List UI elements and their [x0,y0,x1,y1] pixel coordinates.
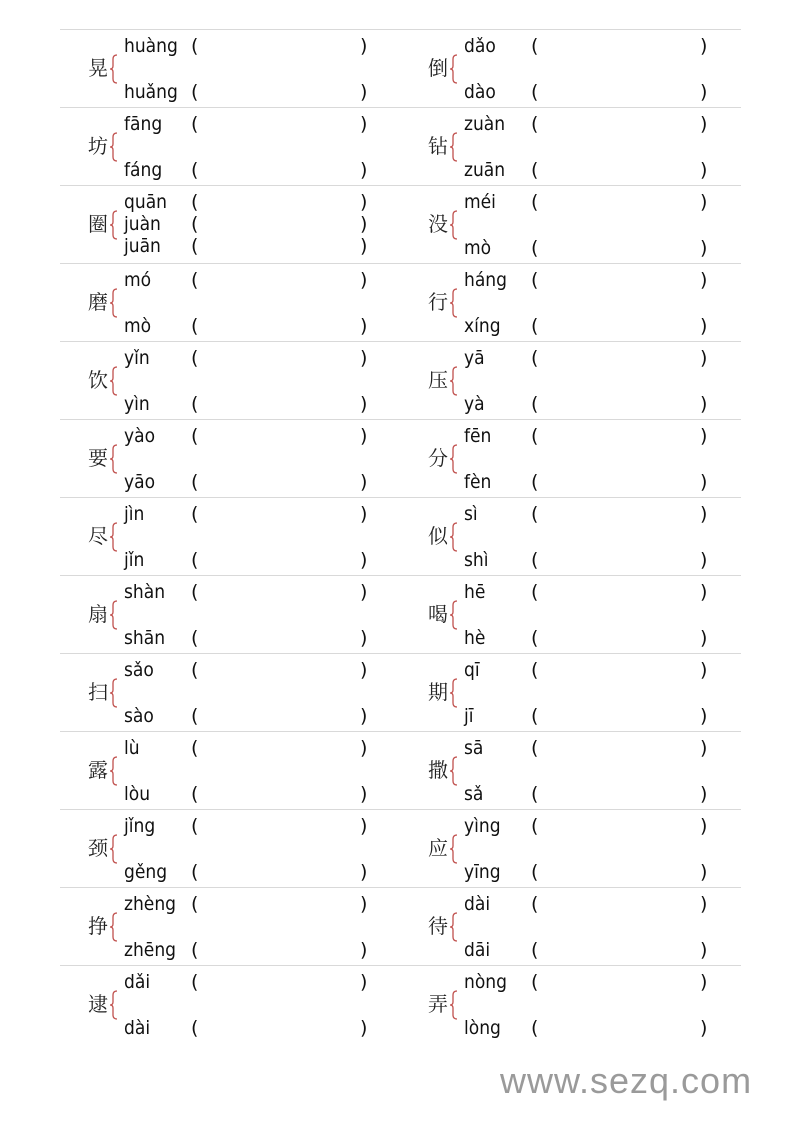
pinyin-reading: fáng [124,159,163,181]
answer-blank-close-paren[interactable]: ) [700,159,708,181]
left-brace-icon [449,756,458,786]
answer-blank-open-paren[interactable]: ( [531,939,539,961]
worksheet-row [60,107,741,185]
left-brace-icon [449,210,458,240]
pinyin-reading: quān [124,191,168,213]
entry-cell [400,966,740,1044]
pinyin-reading: yìn [124,393,150,415]
pinyin-reading: lòng [464,1017,501,1039]
answer-blank-open-paren[interactable]: ( [191,35,199,57]
answer-blank-open-paren[interactable]: ( [531,269,539,291]
answer-blank-close-paren[interactable]: ) [700,315,708,337]
answer-blank-close-paren[interactable]: ) [700,503,708,525]
answer-blank-open-paren[interactable]: ( [531,659,539,681]
pinyin-reading: fāng [124,113,163,135]
hanzi-character: 待 [428,914,448,938]
entry-cell [60,576,400,654]
pinyin-reading: juān [124,235,161,257]
answer-blank-open-paren[interactable]: ( [191,893,199,915]
pinyin-reading: juàn [124,213,161,235]
pinyin-reading: huàng [124,35,178,57]
answer-blank-close-paren[interactable]: ) [700,81,708,103]
worksheet-row [60,965,741,1043]
pinyin-reading: zuàn [464,113,506,135]
pinyin-reading: jī [464,705,474,727]
answer-blank-open-paren[interactable]: ( [191,659,199,681]
pinyin-reading: sǎ [464,783,484,805]
left-brace-icon [449,366,458,396]
left-brace-icon [449,54,458,84]
entry-cell [60,342,400,420]
left-brace-icon [109,756,118,786]
answer-blank-open-paren[interactable]: ( [191,347,199,369]
answer-blank-close-paren[interactable]: ) [360,191,368,213]
entry-cell [400,342,740,420]
pinyin-reading: zuān [464,159,506,181]
left-brace-icon [449,288,458,318]
pinyin-reading: shì [464,549,489,571]
answer-blank-open-paren[interactable]: ( [191,627,199,649]
pinyin-reading: dāi [464,939,491,961]
pinyin-reading: háng [464,269,508,291]
pinyin-reading: sì [464,503,478,525]
pinyin-reading: sā [464,737,484,759]
left-brace-icon [449,132,458,162]
hanzi-character: 圈 [88,212,108,236]
worksheet-row [60,341,741,419]
pinyin-reading: dǎo [464,35,496,57]
pinyin-reading: dǎi [124,971,151,993]
worksheet-row [60,575,741,653]
left-brace-icon [109,54,118,84]
hanzi-character: 要 [88,446,108,470]
answer-blank-close-paren[interactable]: ) [360,213,368,235]
entry-cell [60,732,400,810]
answer-blank-close-paren[interactable]: ) [360,503,368,525]
hanzi-character: 尽 [88,524,108,548]
left-brace-icon [109,990,118,1020]
left-brace-icon [109,678,118,708]
pinyin-reading: huǎng [124,81,178,103]
answer-blank-open-paren[interactable]: ( [191,939,199,961]
hanzi-character: 扇 [88,602,108,626]
answer-blank-close-paren[interactable]: ) [700,191,708,213]
answer-blank-close-paren[interactable]: ) [700,737,708,759]
worksheet-row [60,29,741,107]
answer-blank-close-paren[interactable]: ) [360,159,368,181]
answer-blank-open-paren[interactable]: ( [531,159,539,181]
answer-blank-open-paren[interactable]: ( [531,35,539,57]
entry-cell [400,108,740,186]
worksheet-row [60,809,741,887]
answer-blank-open-paren[interactable]: ( [191,159,199,181]
answer-blank-open-paren[interactable]: ( [531,503,539,525]
answer-blank-close-paren[interactable]: ) [700,347,708,369]
left-brace-icon [449,912,458,942]
pinyin-reading: yà [464,393,485,415]
answer-blank-open-paren[interactable]: ( [191,471,199,493]
answer-blank-open-paren[interactable]: ( [191,861,199,883]
answer-blank-close-paren[interactable]: ) [700,627,708,649]
answer-blank-open-paren[interactable]: ( [191,971,199,993]
answer-blank-close-paren[interactable]: ) [360,425,368,447]
worksheet-row [60,653,741,731]
answer-blank-close-paren[interactable]: ) [360,269,368,291]
pinyin-reading: fēn [464,425,492,447]
answer-blank-open-paren[interactable]: ( [531,81,539,103]
answer-blank-open-paren[interactable]: ( [531,237,539,259]
answer-blank-open-paren[interactable]: ( [191,425,199,447]
answer-blank-open-paren[interactable]: ( [191,213,199,235]
answer-blank-open-paren[interactable]: ( [531,393,539,415]
answer-blank-open-paren[interactable]: ( [191,783,199,805]
hanzi-character: 分 [428,446,448,470]
answer-blank-close-paren[interactable]: ) [700,815,708,837]
pinyin-reading: sǎo [124,659,154,681]
answer-blank-close-paren[interactable]: ) [700,893,708,915]
answer-blank-open-paren[interactable]: ( [191,503,199,525]
answer-blank-close-paren[interactable]: ) [360,893,368,915]
answer-blank-open-paren[interactable]: ( [531,191,539,213]
pinyin-reading: mò [464,237,492,259]
answer-blank-close-paren[interactable]: ) [700,237,708,259]
left-brace-icon [449,678,458,708]
worksheet-row [60,731,741,809]
answer-blank-close-paren[interactable]: ) [700,471,708,493]
left-brace-icon [449,990,458,1020]
worksheet-row [60,185,741,263]
answer-blank-close-paren[interactable]: ) [700,35,708,57]
answer-blank-close-paren[interactable]: ) [360,35,368,57]
left-brace-icon [449,834,458,864]
answer-blank-open-paren[interactable]: ( [531,471,539,493]
entry-cell [400,30,740,108]
answer-blank-close-paren[interactable]: ) [700,971,708,993]
pinyin-reading: lòu [124,783,151,805]
answer-blank-open-paren[interactable]: ( [191,235,199,257]
entry-cell [60,498,400,576]
pinyin-reading: hè [464,627,486,649]
answer-blank-open-paren[interactable]: ( [191,705,199,727]
worksheet-row [60,887,741,965]
left-brace-icon [109,444,118,474]
left-brace-icon [449,522,458,552]
entry-cell [60,888,400,966]
pinyin-reading: dài [464,893,491,915]
hanzi-character: 晃 [88,56,108,80]
entry-cell [400,732,740,810]
pinyin-reading: yào [124,425,156,447]
left-brace-icon [109,522,118,552]
answer-blank-open-paren[interactable]: ( [191,581,199,603]
pinyin-reading: jìn [124,503,145,525]
answer-blank-close-paren[interactable]: ) [700,425,708,447]
hanzi-character: 磨 [88,290,108,314]
answer-blank-close-paren[interactable]: ) [700,113,708,135]
answer-blank-close-paren[interactable]: ) [360,471,368,493]
answer-blank-open-paren[interactable]: ( [531,549,539,571]
entry-cell [400,654,740,732]
pinyin-reading: mò [124,315,152,337]
answer-blank-open-paren[interactable]: ( [531,1017,539,1039]
pinyin-reading: jǐng [124,815,156,837]
answer-blank-close-paren[interactable]: ) [700,393,708,415]
left-brace-icon [109,600,118,630]
answer-blank-close-paren[interactable]: ) [360,581,368,603]
left-brace-icon [109,366,118,396]
answer-blank-close-paren[interactable]: ) [360,113,368,135]
answer-blank-close-paren[interactable]: ) [360,627,368,649]
pinyin-reading: lù [124,737,140,759]
entry-cell [60,186,400,264]
polyphone-worksheet [60,29,741,1043]
watermark: www.sezq.com [500,1060,753,1101]
hanzi-character: 没 [428,212,448,236]
answer-blank-close-paren[interactable]: ) [360,81,368,103]
answer-blank-close-paren[interactable]: ) [360,549,368,571]
answer-blank-open-paren[interactable]: ( [531,737,539,759]
answer-blank-open-paren[interactable]: ( [531,425,539,447]
answer-blank-open-paren[interactable]: ( [191,113,199,135]
pinyin-reading: yīng [464,861,501,883]
left-brace-icon [449,444,458,474]
answer-blank-open-paren[interactable]: ( [531,581,539,603]
left-brace-icon [449,600,458,630]
pinyin-reading: jǐn [124,549,145,571]
pinyin-reading: zhēng [124,939,177,961]
pinyin-reading: mó [124,269,152,291]
left-brace-icon [109,288,118,318]
entry-cell [60,810,400,888]
hanzi-character: 似 [428,524,448,548]
pinyin-reading: xíng [464,315,501,337]
answer-blank-close-paren[interactable]: ) [360,939,368,961]
entry-cell [60,108,400,186]
answer-blank-open-paren[interactable]: ( [191,191,199,213]
entry-cell [400,810,740,888]
left-brace-icon [109,912,118,942]
pinyin-reading: hē [464,581,486,603]
left-brace-icon [109,210,118,240]
answer-blank-close-paren[interactable]: ) [360,783,368,805]
hanzi-character: 扫 [88,680,108,704]
answer-blank-open-paren[interactable]: ( [531,861,539,883]
answer-blank-open-paren[interactable]: ( [531,113,539,135]
hanzi-character: 撒 [428,758,448,782]
pinyin-reading: sào [124,705,154,727]
answer-blank-open-paren[interactable]: ( [191,315,199,337]
answer-blank-close-paren[interactable]: ) [700,783,708,805]
hanzi-character: 挣 [88,914,108,938]
pinyin-reading: yā [464,347,485,369]
pinyin-reading: shàn [124,581,166,603]
left-brace-icon [109,132,118,162]
hanzi-character: 行 [428,290,448,314]
answer-blank-close-paren[interactable]: ) [360,1017,368,1039]
hanzi-character: 倒 [428,56,448,80]
answer-blank-close-paren[interactable]: ) [360,971,368,993]
worksheet-row [60,263,741,341]
answer-blank-close-paren[interactable]: ) [360,737,368,759]
pinyin-reading: méi [464,191,496,213]
answer-blank-close-paren[interactable]: ) [700,269,708,291]
hanzi-character: 露 [88,758,108,782]
answer-blank-open-paren[interactable]: ( [191,269,199,291]
answer-blank-close-paren[interactable]: ) [700,939,708,961]
entry-cell [400,576,740,654]
hanzi-character: 逮 [88,992,108,1016]
answer-blank-open-paren[interactable]: ( [191,737,199,759]
answer-blank-close-paren[interactable]: ) [360,659,368,681]
answer-blank-close-paren[interactable]: ) [700,705,708,727]
pinyin-reading: yìng [464,815,501,837]
entry-cell [400,264,740,342]
entry-cell [400,420,740,498]
answer-blank-open-paren[interactable]: ( [531,815,539,837]
entry-cell [400,186,740,264]
left-brace-icon [109,834,118,864]
pinyin-reading: qī [464,659,480,681]
hanzi-character: 应 [428,836,448,860]
hanzi-character: 压 [428,368,448,392]
hanzi-character: 钻 [428,134,448,158]
pinyin-reading: shān [124,627,166,649]
answer-blank-open-paren[interactable]: ( [531,705,539,727]
answer-blank-close-paren[interactable]: ) [360,315,368,337]
answer-blank-open-paren[interactable]: ( [531,783,539,805]
pinyin-reading: dào [464,81,496,103]
answer-blank-open-paren[interactable]: ( [531,971,539,993]
answer-blank-open-paren[interactable]: ( [531,347,539,369]
hanzi-character: 坊 [88,134,108,158]
answer-blank-open-paren[interactable]: ( [191,815,199,837]
entry-cell [60,420,400,498]
answer-blank-close-paren[interactable]: ) [360,235,368,257]
worksheet-row [60,419,741,497]
hanzi-character: 期 [428,680,448,704]
answer-blank-close-paren[interactable]: ) [700,1017,708,1039]
pinyin-reading: dài [124,1017,151,1039]
answer-blank-close-paren[interactable]: ) [360,861,368,883]
answer-blank-close-paren[interactable]: ) [700,549,708,571]
answer-blank-close-paren[interactable]: ) [700,659,708,681]
answer-blank-open-paren[interactable]: ( [531,627,539,649]
answer-blank-open-paren[interactable]: ( [191,81,199,103]
pinyin-reading: nòng [464,971,507,993]
answer-blank-open-paren[interactable]: ( [191,1017,199,1039]
hanzi-character: 弄 [428,992,448,1016]
entry-cell [400,498,740,576]
answer-blank-close-paren[interactable]: ) [700,861,708,883]
pinyin-reading: zhèng [124,893,177,915]
answer-blank-open-paren[interactable]: ( [531,315,539,337]
hanzi-character: 喝 [428,602,448,626]
worksheet-row [60,497,741,575]
entry-cell [400,888,740,966]
pinyin-reading: gěng [124,861,168,883]
entry-cell [60,654,400,732]
entry-cell [60,966,400,1044]
answer-blank-open-paren[interactable]: ( [531,893,539,915]
answer-blank-close-paren[interactable]: ) [360,393,368,415]
entry-cell [60,264,400,342]
pinyin-reading: yǐn [124,347,150,369]
hanzi-character: 颈 [88,836,108,860]
answer-blank-close-paren[interactable]: ) [700,581,708,603]
answer-blank-close-paren[interactable]: ) [360,347,368,369]
answer-blank-close-paren[interactable]: ) [360,705,368,727]
pinyin-reading: yāo [124,471,156,493]
entry-cell [60,30,400,108]
pinyin-reading: fèn [464,471,492,493]
hanzi-character: 饮 [88,368,108,392]
answer-blank-open-paren[interactable]: ( [191,393,199,415]
answer-blank-open-paren[interactable]: ( [191,549,199,571]
answer-blank-close-paren[interactable]: ) [360,815,368,837]
